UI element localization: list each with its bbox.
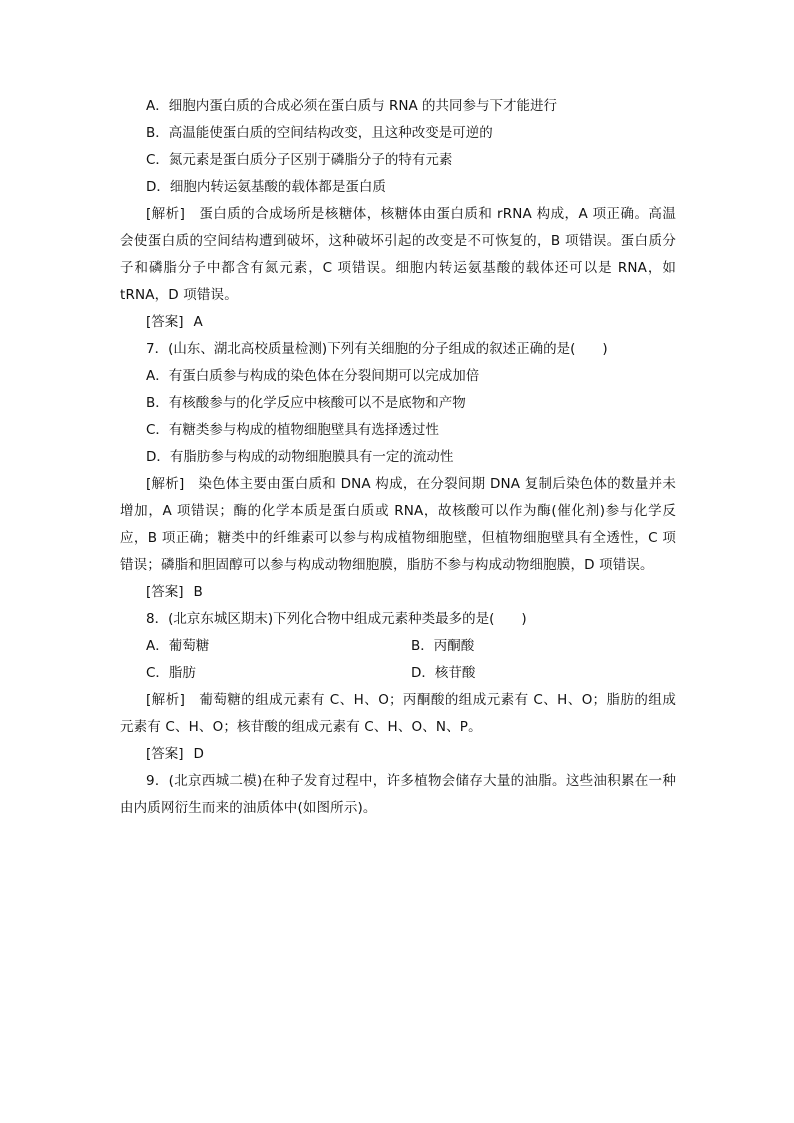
q7-stem: 7．(山东、湖北高校质量检测)下列有关细胞的分子组成的叙述正确的是( )	[146, 341, 608, 357]
q6-analysis-tag: [解析]	[146, 206, 186, 222]
q6-option-d: D．细胞内转运氨基酸的载体都是蛋白质	[146, 179, 386, 195]
q8-analysis	[120, 687, 676, 741]
q8-option-d: D．核苷酸	[411, 665, 476, 681]
q8-answer-value: D	[193, 746, 204, 762]
q6-option-a: A．细胞内蛋白质的合成必须在蛋白质与 RNA 的共同参与下才能进行	[146, 98, 558, 114]
q6-option-b: B．高温能使蛋白质的空间结构改变，且这种改变是可逆的	[146, 125, 493, 141]
q8-options-row-1	[120, 633, 676, 660]
q7-analysis-tag: [解析]	[146, 476, 185, 492]
q8-option-a: A．葡萄糖	[146, 638, 210, 654]
q7-analysis	[120, 471, 676, 579]
q7-option-b: B．有核酸参与的化学反应中核酸可以不是底物和产物	[146, 395, 466, 411]
q7-option-a: A．有蛋白质参与构成的染色体在分裂间期可以完成加倍	[146, 368, 480, 384]
q6-analysis-text: 蛋白质的合成场所是核糖体，核糖体由蛋白质和 rRNA 构成，A 项正确。高温会使蛋白质的空间结构遭到破坏，这种破坏引起的改变是不可恢复的，B 项错误。蛋白质分子和磷脂分子中都含有氮元素，C 项错误。细胞内转运氨基酸的载体还可以是 RNA，如 tRNA，D 项错误。	[120, 206, 677, 303]
q7-option-d: D．有脂肪参与构成的动物细胞膜具有一定的流动性	[146, 449, 454, 465]
q7-analysis-text: 染色体主要由蛋白质和 DNA 构成，在分裂间期 DNA 复制后染色体的数量并未增加，A 项错误；酶的化学本质是蛋白质或 RNA，故核酸可以作为酶(催化剂)参与化学反应，B 项正确；糖类中的纤维素可以参与构成植物细胞壁，但植物细胞壁具有全透性，C 项错误；磷脂和胆固醇可以参与构成动物细胞膜，脂肪不参与构成动物细胞膜，D 项错误。	[120, 476, 676, 573]
q8-analysis-tag: [解析]	[146, 692, 186, 708]
q8-answer	[120, 741, 676, 768]
q8-stem: 8．(北京东城区期末)下列化合物中组成元素种类最多的是( )	[146, 611, 527, 627]
q8-options-row-2	[120, 660, 676, 687]
q8-option-c: C．脂肪	[146, 665, 196, 681]
q8-analysis-text: 葡萄糖的组成元素有 C、H、O；丙酮酸的组成元素有 C、H、O；脂肪的组成元素有 C、H、O；核苷酸的组成元素有 C、H、O、N、P。	[120, 692, 676, 735]
document-page	[120, 93, 676, 822]
q8-answer-tag: [答案]	[146, 746, 184, 762]
q7-answer	[120, 579, 676, 606]
q8-option-b: B．丙酮酸	[411, 638, 475, 654]
q6-answer-value: A	[193, 314, 203, 330]
q6-option-c: C．氮元素是蛋白质分子区别于磷脂分子的特有元素	[146, 152, 453, 168]
q6-answer	[120, 309, 676, 336]
q6-analysis	[120, 201, 676, 309]
q6-answer-tag: [答案]	[146, 314, 184, 330]
q7-answer-tag: [答案]	[146, 584, 184, 600]
q7-option-c: C．有糖类参与构成的植物细胞壁具有选择透过性	[146, 422, 439, 438]
q7-answer-value: B	[193, 584, 203, 600]
q9-stem: 9．(北京西城二模)在种子发育过程中，许多植物会储存大量的油脂。这些油积累在一种由内质网衍生而来的油质体中(如图所示)。	[120, 773, 676, 816]
